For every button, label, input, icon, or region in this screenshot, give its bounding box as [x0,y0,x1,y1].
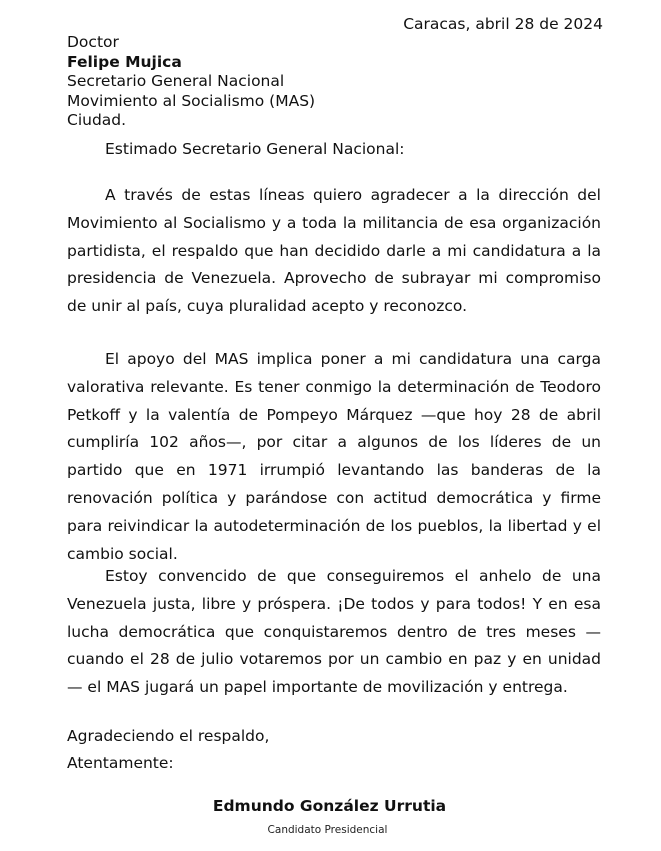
closing-line-1: Agradeciendo el respaldo, [67,727,270,745]
salutation: Estimado Secretario General Nacional: [105,140,405,158]
signature-name: Edmundo González Urrutia [212,797,447,815]
addressee-organization: Movimiento al Socialismo (MAS) [67,91,316,110]
body-paragraph-2: El apoyo del MAS implica poner a mi candidatura una carga valorativa relevante. Es tener conmigo la determinación de Teodoro Petkoff y la valentía de Pompeyo Márquez —que hoy 28 de abril cumpliría 102 años—, por citar a algunos de los líderes de un partido que en 1971 irrumpió levantando las banderas de la renovación política y parándose con actitud democrática y firme para reivindicar la autodeterminación de los pueblos, la libertad y el cambio social. [67,350,601,563]
body-paragraph-3: Estoy convencido de que conseguiremos el anhelo de una Venezuela justa, libre y próspera. ¡De todos y para todos! Y en esa lucha democrática que conquistaremos dentro de tres meses —cuando el 28 de julio votaremos por un cambio en paz y en unidad— el MAS jugará un papel importante de movilización y entrega. [67,567,601,697]
closing-line-2: Atentamente: [67,754,174,772]
addressee-block [67,33,587,131]
body-paragraph-1: A través de estas líneas quiero agradecer a la dirección del Movimiento al Socialismo y a toda la militancia de esa organización partidista, el respaldo que han decidido darle a mi candidatura a la presidencia de Venezuela. Aprovecho de subrayar mi compromiso de unir al país, cuya pluralidad acepto y reconozco. [67,186,601,316]
addressee-title: Doctor [67,33,119,51]
signature-title: Candidato Presidencial [267,824,388,836]
closing-block [67,723,269,777]
addressee-name: Felipe Mujica [67,52,182,71]
addressee-position: Secretario General Nacional [67,72,285,90]
signature-block [0,796,661,837]
addressee-city: Ciudad. [67,111,127,129]
letter-date: Caracas, abril 28 de 2024 [403,15,603,33]
